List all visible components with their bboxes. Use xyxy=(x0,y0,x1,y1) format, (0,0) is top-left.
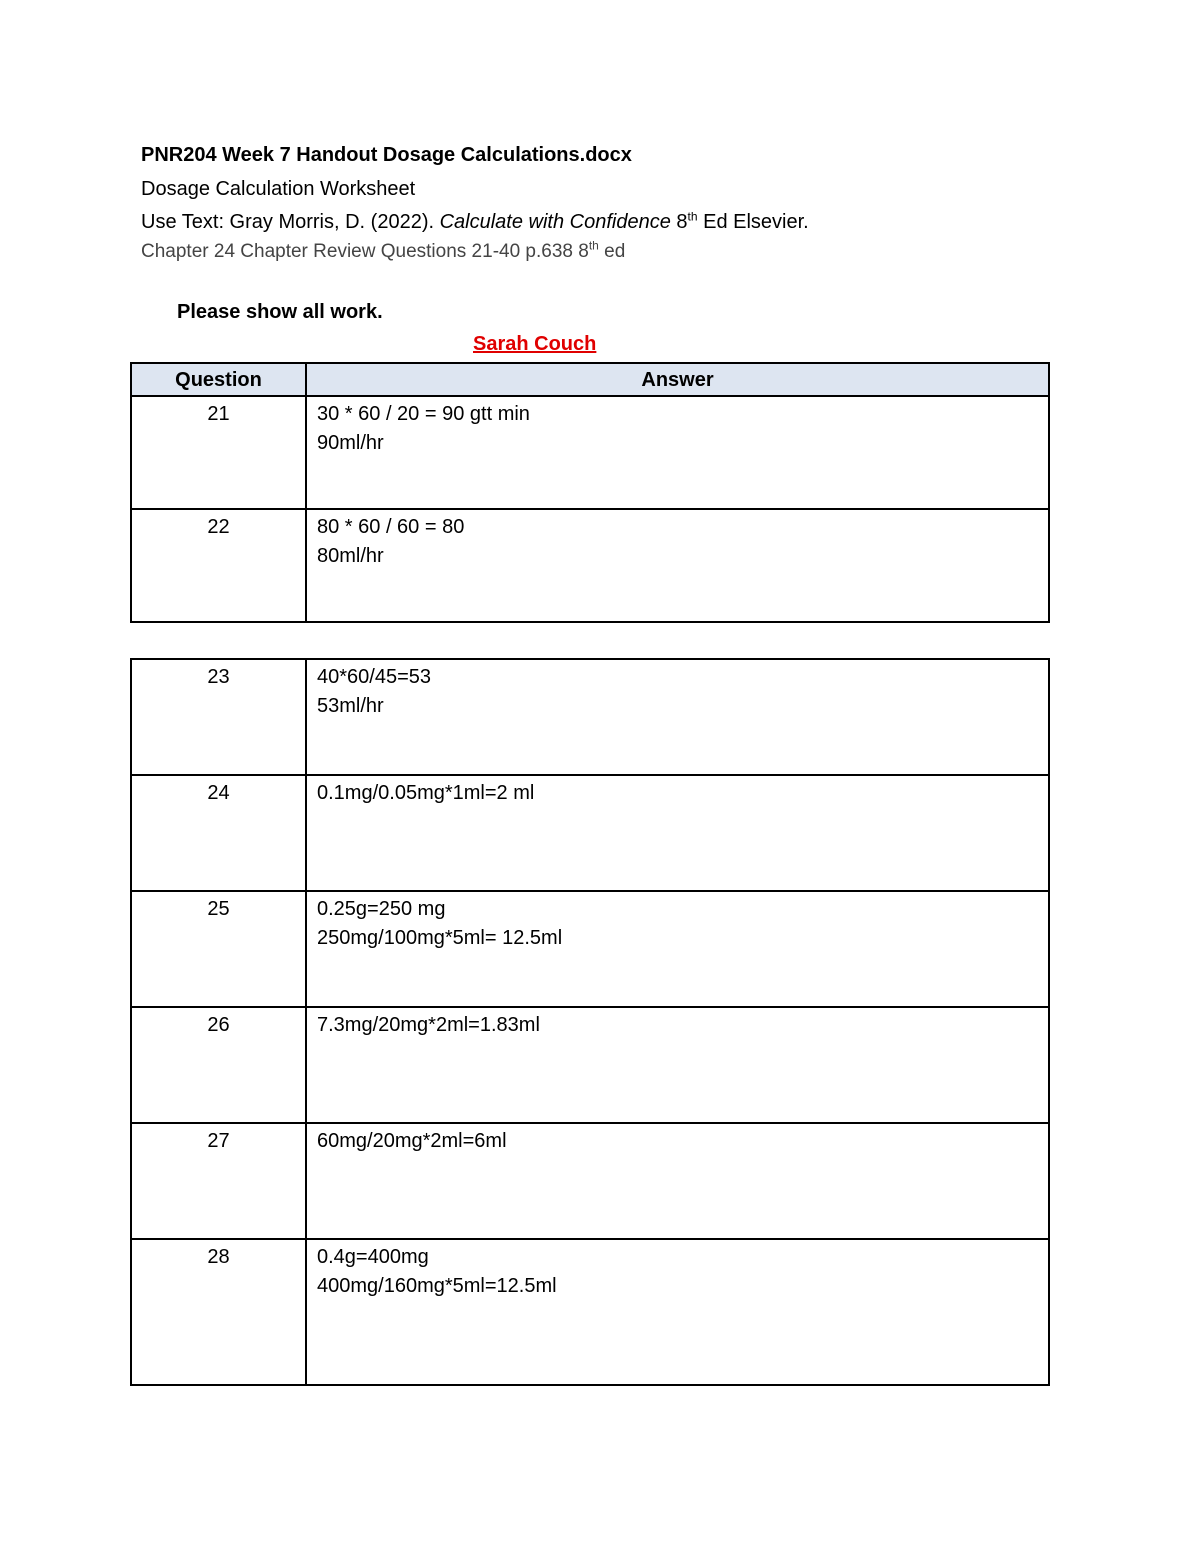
answer-cell xyxy=(306,1007,1049,1123)
table-row xyxy=(131,891,1049,1007)
answer-cell xyxy=(306,891,1049,1007)
table-row xyxy=(131,775,1049,891)
instructions: Please show all work. xyxy=(177,301,383,323)
author-name: Sarah Couch xyxy=(473,333,597,355)
table-header-row xyxy=(131,363,1049,396)
use-text-label: Use Text: Gray Morris, D. (2022). xyxy=(141,211,440,233)
question-number: 22 xyxy=(131,509,306,622)
header-answer: Answer xyxy=(306,363,1049,396)
book-title: Calculate with Confidence xyxy=(439,211,671,233)
answer-line: 90ml/hr xyxy=(317,432,384,454)
answer-line: 400mg/160mg*5ml=12.5ml xyxy=(317,1275,557,1297)
question-number: 28 xyxy=(131,1239,306,1385)
answer-cell xyxy=(306,1123,1049,1239)
edition-number: 8 xyxy=(670,211,688,233)
table-row xyxy=(131,1007,1049,1123)
answer-line: 80ml/hr xyxy=(317,545,384,567)
chapter-line xyxy=(141,238,626,263)
answers-table-1 xyxy=(130,362,1050,623)
table-row xyxy=(131,659,1049,775)
answer-line: 7.3mg/20mg*2ml=1.83ml xyxy=(317,1014,540,1036)
question-number: 21 xyxy=(131,396,306,509)
use-text-line xyxy=(141,211,809,234)
answer-line: 0.4g=400mg xyxy=(317,1246,429,1268)
table-row xyxy=(131,1123,1049,1239)
question-number: 27 xyxy=(131,1123,306,1239)
chapter-text: Chapter 24 Chapter Review Questions 21-40 p.638 8 xyxy=(141,241,589,262)
chapter-suffix: ed xyxy=(598,241,626,262)
question-number: 23 xyxy=(131,659,306,775)
answer-cell xyxy=(306,396,1049,509)
chapter-sup: th xyxy=(588,238,599,253)
table-row xyxy=(131,509,1049,622)
answer-cell xyxy=(306,659,1049,775)
question-number: 25 xyxy=(131,891,306,1007)
table-row xyxy=(131,396,1049,509)
answer-line: 0.25g=250 mg xyxy=(317,898,446,920)
question-number: 24 xyxy=(131,775,306,891)
edition-sup: th xyxy=(687,209,698,224)
answer-cell xyxy=(306,775,1049,891)
answer-line: 250mg/100mg*5ml= 12.5ml xyxy=(317,927,563,949)
answer-line: 30 * 60 / 20 = 90 gtt min xyxy=(317,403,530,425)
header-question: Question xyxy=(131,363,306,396)
answer-cell xyxy=(306,1239,1049,1385)
question-number: 26 xyxy=(131,1007,306,1123)
answer-line: 53ml/hr xyxy=(317,695,384,717)
answer-line: 80 * 60 / 60 = 80 xyxy=(317,516,465,538)
answer-cell xyxy=(306,509,1049,622)
document-title: PNR204 Week 7 Handout Dosage Calculations.docx xyxy=(141,144,632,166)
answer-line: 40*60/45=53 xyxy=(317,666,432,688)
answers-table-2 xyxy=(130,658,1050,1386)
answer-line: 0.1mg/0.05mg*1ml=2 ml xyxy=(317,782,535,804)
document-subtitle: Dosage Calculation Worksheet xyxy=(141,178,416,200)
table-row xyxy=(131,1239,1049,1385)
publisher: Ed Elsevier. xyxy=(697,211,809,233)
answer-line: 60mg/20mg*2ml=6ml xyxy=(317,1130,507,1152)
